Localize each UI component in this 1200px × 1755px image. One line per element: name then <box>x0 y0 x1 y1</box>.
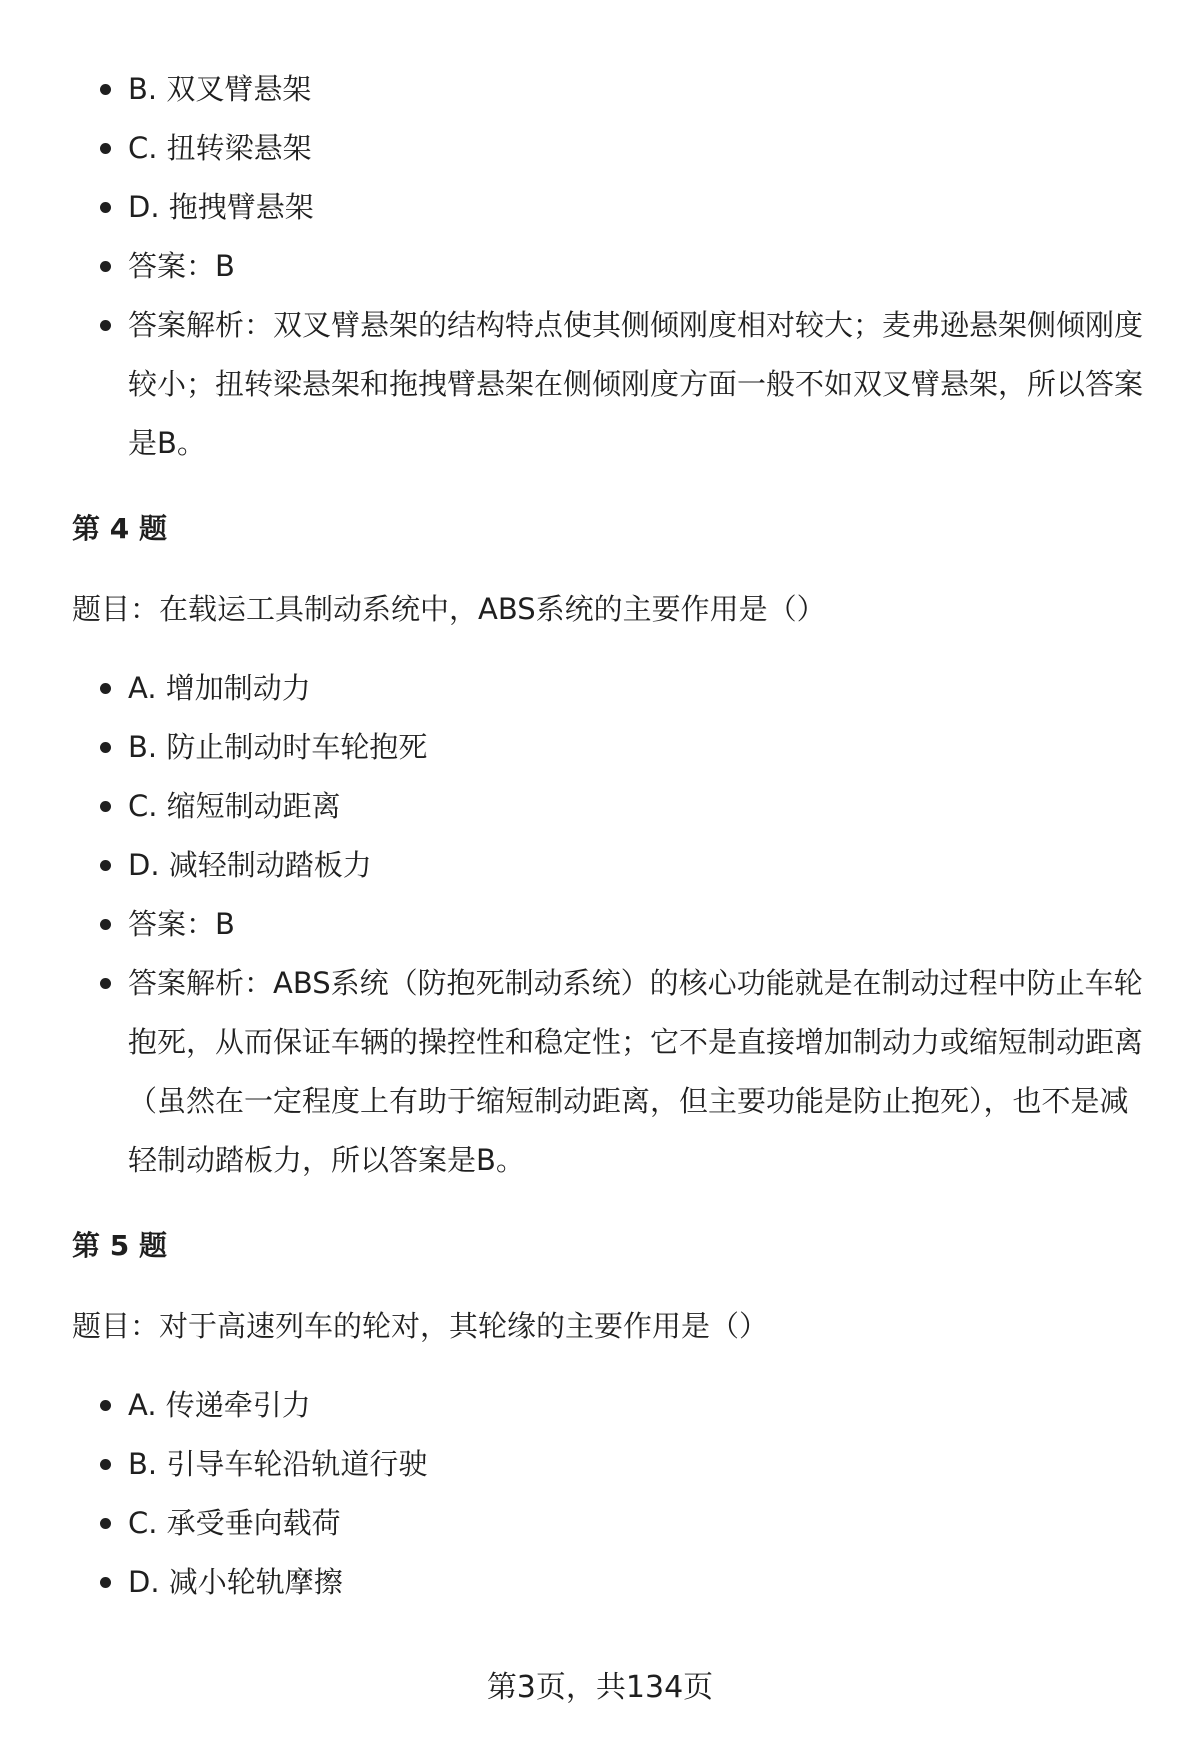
list-item <box>72 954 1152 1190</box>
bullet-icon <box>100 801 111 812</box>
option-text: D. 减轻制动踏板力 <box>128 848 372 882</box>
bullet-icon <box>100 683 111 694</box>
bullet-icon <box>100 742 111 753</box>
bullet-icon <box>100 1400 111 1411</box>
option-text: D. 拖拽臂悬架 <box>128 190 314 224</box>
question-stem: 题目：对于高速列车的轮对，其轮缘的主要作用是（） <box>72 1309 769 1343</box>
option-text: C. 承受垂向载荷 <box>128 1506 341 1540</box>
bullet-icon <box>100 143 111 154</box>
answer-text: 答案：B <box>128 249 235 283</box>
bullet-icon <box>100 1459 111 1470</box>
question-stem: 题目：在载运工具制动系统中，ABS系统的主要作用是（） <box>72 592 826 626</box>
option-text: C. 扭转梁悬架 <box>128 131 312 165</box>
option-text: A. 传递牵引力 <box>128 1388 311 1422</box>
bullet-icon <box>100 1518 111 1529</box>
option-text: B. 引导车轮沿轨道行驶 <box>128 1447 428 1481</box>
option-text: D. 减小轮轨摩擦 <box>128 1565 343 1599</box>
list-item <box>72 836 1152 895</box>
question-heading: 第 4 题 <box>72 512 167 545</box>
analysis-text: 答案解析：ABS系统（防抱死制动系统）的核心功能就是在制动过程中防止车轮抱死，从而保证车辆的操控性和稳定性；它不是直接增加制动力或缩短制动距离（虽然在一定程度上有助于缩短制动距离，但主要功能是防止抱死），也不是减轻制动踏板力，所以答案是B。 <box>128 966 1144 1177</box>
answer-text: 答案：B <box>128 907 235 941</box>
q3-option-list <box>72 60 1152 473</box>
list-item <box>72 178 1152 237</box>
list-item <box>72 895 1152 954</box>
option-text: B. 防止制动时车轮抱死 <box>128 730 428 764</box>
list-item <box>72 1376 1152 1435</box>
list-item <box>72 659 1152 718</box>
option-text: B. 双叉臂悬架 <box>128 72 312 106</box>
list-item <box>72 296 1152 473</box>
option-text: A. 增加制动力 <box>128 671 311 705</box>
bullet-icon <box>100 320 111 331</box>
page-number: 第3页，共134页 <box>486 1670 714 1705</box>
list-item <box>72 1494 1152 1553</box>
list-item <box>72 1435 1152 1494</box>
list-item <box>72 237 1152 296</box>
bullet-icon <box>100 978 111 989</box>
list-item <box>72 718 1152 777</box>
bullet-icon <box>100 261 111 272</box>
list-item <box>72 119 1152 178</box>
question-heading: 第 5 题 <box>72 1229 167 1262</box>
q5-option-list <box>72 1376 1152 1612</box>
list-item <box>72 60 1152 119</box>
option-text: C. 缩短制动距离 <box>128 789 341 823</box>
page-content <box>72 60 1152 1612</box>
q4-option-list <box>72 659 1152 1190</box>
bullet-icon <box>100 919 111 930</box>
list-item <box>72 777 1152 836</box>
bullet-icon <box>100 860 111 871</box>
bullet-icon <box>100 202 111 213</box>
bullet-icon <box>100 84 111 95</box>
analysis-text: 答案解析：双叉臂悬架的结构特点使其侧倾刚度相对较大；麦弗逊悬架侧倾刚度较小；扭转梁悬架和拖拽臂悬架在侧倾刚度方面一般不如双叉臂悬架，所以答案是B。 <box>128 308 1144 460</box>
list-item <box>72 1553 1152 1612</box>
bullet-icon <box>100 1577 111 1588</box>
